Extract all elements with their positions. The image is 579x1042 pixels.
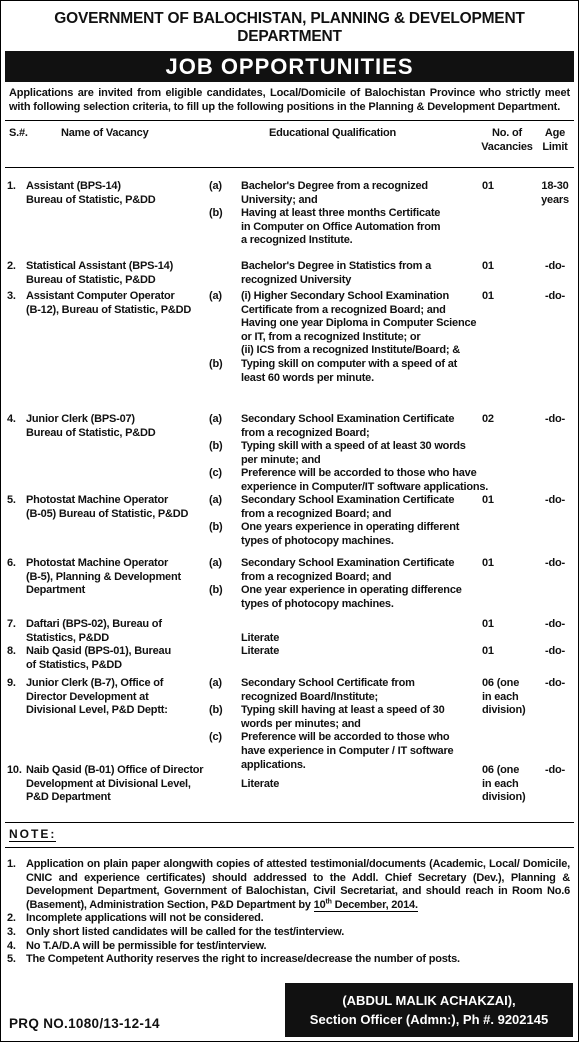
- age-limit: -do-: [545, 645, 565, 657]
- header-age: Age Limit: [542, 127, 568, 153]
- qualification-text: Bachelor's Degree from a recognized University; and: [241, 180, 428, 206]
- vacancy-name: Photostat Machine Operator (B-5), Planning & Development Department: [26, 557, 181, 597]
- vacancy-name: Photostat Machine Operator (B-05) Bureau of Statistic, P&DD: [26, 494, 189, 520]
- qualification-item: [209, 677, 494, 704]
- age-limit: -do-: [545, 764, 565, 776]
- vacancy-count: 06 (one in each division): [482, 764, 526, 804]
- qualification-cell: [209, 645, 494, 659]
- intro-paragraph: Applications are invited from eligible candidates, Local/Domicile of Balochistan Province who strictly meet with following selection criteria, to fill up the following positions in the Planning & Development Department.: [9, 87, 570, 113]
- row-serial: 9.: [7, 677, 16, 689]
- vacancy-name: Naib Qasid (BPS-01), Bureau of Statistics, P&DD: [26, 645, 171, 671]
- header-name: Name of Vacancy: [61, 127, 149, 139]
- divider-header: [5, 167, 574, 168]
- header-vacancies: No. of Vacancies: [481, 127, 533, 153]
- vacancy-count: 01: [482, 645, 494, 657]
- qualification-item: [209, 557, 494, 584]
- divider-bottom: [5, 822, 574, 823]
- qualification-item: [209, 704, 494, 731]
- vacancy-count: 01: [482, 180, 494, 192]
- qualification-cell: [209, 494, 494, 548]
- qualification-text: One years experience in operating different types of photocopy machines.: [241, 521, 460, 547]
- qualification-item: [209, 440, 494, 467]
- note-item: [1, 940, 578, 954]
- qualification-text: Having at least three months Certificate in Computer on Office Automation from a recognized Institute.: [241, 207, 441, 247]
- qualification-item: [209, 645, 494, 659]
- note-number: 3.: [7, 925, 16, 938]
- age-limit: -do-: [545, 260, 565, 272]
- qualification-cell: [209, 290, 494, 385]
- note-item: [1, 926, 578, 940]
- qualification-text: (i) Higher Secondary School Examination Certificate from a recognized Board; and Having one year Diploma in Computer Science or IT, from a recognized Institute; or (ii) ICS from a recognized Institute/Board; &: [241, 290, 477, 357]
- qualification-label: (a): [209, 557, 222, 569]
- qualification-cell: [209, 618, 494, 645]
- vacancy-count: 01: [482, 290, 494, 302]
- qualification-text: Secondary School Examination Certificate from a recognized Board; and: [241, 494, 455, 520]
- qualification-item: [209, 467, 494, 494]
- age-limit: -do-: [545, 618, 565, 630]
- qualification-cell: [209, 260, 494, 287]
- qualification-label: (a): [209, 290, 222, 302]
- vacancy-name: Junior Clerk (BPS-07) Bureau of Statistic, P&DD: [26, 413, 156, 439]
- qualification-label: (a): [209, 413, 222, 425]
- qualification-text: Typing skill with a speed of at least 30 words per minute; and: [241, 440, 466, 466]
- qualification-item: [209, 180, 494, 207]
- qualification-item: [209, 618, 494, 645]
- note-item: [1, 912, 578, 926]
- note-text: The Competent Authority reserves the right to increase/decrease the number of posts.: [26, 953, 460, 966]
- vacancy-count: 01: [482, 260, 494, 272]
- row-serial: 1.: [7, 180, 16, 192]
- qualification-text: Typing skill having at least a speed of 30 words per minutes; and: [241, 704, 445, 730]
- signatory-designation: Section Officer (Admn:), Ph #. 9202145: [309, 1012, 549, 1027]
- qualification-text: Literate: [241, 645, 280, 657]
- note-number: 4.: [7, 939, 16, 952]
- qualification-label: (b): [209, 207, 223, 220]
- notes-list: [1, 858, 578, 967]
- vacancy-count: 02: [482, 413, 494, 425]
- qualification-text: Bachelor's Degree in Statistics from a recognized University: [241, 260, 432, 286]
- qualification-text: Secondary School Certificate from recognized Board/Institute;: [241, 677, 415, 703]
- age-limit: -do-: [545, 494, 565, 506]
- prq-number: PRQ NO.1080/13-12-14: [9, 1016, 160, 1031]
- qualification-label: (c): [209, 467, 222, 480]
- note-heading: NOTE:: [9, 827, 57, 841]
- qualification-text: Preference will be accorded to those who have experience in Computer / IT software applications.: [241, 731, 454, 771]
- qualification-label: (b): [209, 704, 223, 717]
- vacancy-name: Daftari (BPS-02), Bureau of Statistics, P&DD: [26, 618, 162, 644]
- age-limit: -do-: [545, 557, 565, 569]
- age-limit: -do-: [545, 290, 565, 302]
- age-limit: 18-30 years: [541, 180, 569, 206]
- qualification-item: [209, 290, 494, 358]
- qualification-text: Typing skill on computer with a speed of at least 60 words per minute.: [241, 357, 458, 384]
- job-opportunities-banner: JOB OPPORTUNITIES: [5, 51, 574, 82]
- row-serial: 6.: [7, 557, 16, 569]
- qualification-cell: [209, 180, 494, 248]
- qualification-label: (b): [209, 357, 223, 370]
- qualification-text: Literate: [241, 777, 280, 790]
- row-serial: 8.: [7, 645, 16, 657]
- header-sn: S.#.: [9, 127, 28, 139]
- qualification-item: [209, 260, 494, 287]
- row-serial: 7.: [7, 618, 16, 630]
- header-qualification: Educational Qualification: [269, 127, 397, 139]
- qualification-label: (c): [209, 731, 222, 744]
- qualification-label: (b): [209, 521, 223, 534]
- qualification-text: Preference will be accorded to those who have experience in Computer/IT software applications.: [241, 467, 489, 493]
- row-serial: 5.: [7, 494, 16, 506]
- positions-table: [1, 180, 578, 822]
- vacancy-name: Assistant (BPS-14) Bureau of Statistic, P&DD: [26, 180, 156, 206]
- vacancy-name: Naib Qasid (B-01) Office of Director Development at Divisional Level, P&D Department: [26, 764, 204, 804]
- qualification-label: (a): [209, 677, 222, 689]
- note-text: Only short listed candidates will be called for the test/interview.: [26, 925, 345, 938]
- qualification-cell: [209, 413, 494, 495]
- qualification-cell: [209, 557, 494, 611]
- signature-block: [285, 983, 573, 1037]
- qualification-text: Literate: [241, 631, 280, 644]
- qualification-cell: [209, 677, 494, 772]
- vacancy-name: Junior Clerk (B-7), Office of Director Development at Divisional Level, P&D Deptt:: [26, 677, 168, 717]
- qualification-label: (b): [209, 584, 223, 597]
- note-number: 5.: [7, 953, 16, 966]
- qualification-item: [209, 207, 494, 248]
- note-number: 2.: [7, 912, 16, 925]
- age-limit: -do-: [545, 413, 565, 425]
- qualification-text: One year experience in operating difference types of photocopy machines.: [241, 584, 462, 610]
- qualification-cell: [209, 764, 494, 791]
- note-text: Incomplete applications will not be considered.: [26, 912, 264, 925]
- table-header: [1, 121, 578, 167]
- vacancy-name: Statistical Assistant (BPS-14) Bureau of Statistic, P&DD: [26, 260, 174, 286]
- qualification-label: (a): [209, 180, 222, 192]
- qualification-item: [209, 584, 494, 611]
- qualification-label: (a): [209, 494, 222, 506]
- row-serial: 4.: [7, 413, 16, 425]
- divider-note: [5, 847, 574, 848]
- qualification-item: [209, 764, 494, 791]
- vacancy-count: 01: [482, 557, 494, 569]
- qualification-item: [209, 494, 494, 521]
- note-item: [1, 953, 578, 967]
- qualification-text: Secondary School Examination Certificate from a recognized Board; and: [241, 557, 455, 583]
- vacancy-count: 01: [482, 494, 494, 506]
- department-title: GOVERNMENT OF BALOCHISTAN, PLANNING & DEVELOPMENT DEPARTMENT: [54, 10, 525, 45]
- qualification-item: [209, 358, 494, 385]
- vacancy-name: Assistant Computer Operator (B-12), Bureau of Statistic, P&DD: [26, 290, 192, 316]
- signatory-name: (ABDUL MALIK ACHAKZAI),: [342, 993, 516, 1008]
- qualification-text: Secondary School Examination Certificate from a recognized Board;: [241, 413, 455, 439]
- qualification-item: [209, 521, 494, 548]
- qualification-label: (b): [209, 440, 223, 453]
- vacancy-count: 06 (one in each division): [482, 677, 526, 717]
- note-item: 1. Application on plain paper alongwith copies of attested testimonial/documents (Academic, Local/ Domicile, CNIC and experience certificates) should addressed to the Addl. Chief Secretary (Dev.), Planning & Development Department, Government of Balochistan, Civil Secretariat, and should reach in Room No.6 (Basement), Administration Section, P&D Department by 10th December, 2014.: [7, 858, 570, 911]
- age-limit: -do-: [545, 677, 565, 689]
- row-serial: 2.: [7, 260, 16, 272]
- vacancy-count: 01: [482, 618, 494, 630]
- row-serial: 10.: [7, 764, 22, 776]
- row-serial: 3.: [7, 290, 16, 302]
- qualification-item: [209, 413, 494, 440]
- note-text: No T.A/D.A will be permissible for test/interview.: [26, 939, 267, 952]
